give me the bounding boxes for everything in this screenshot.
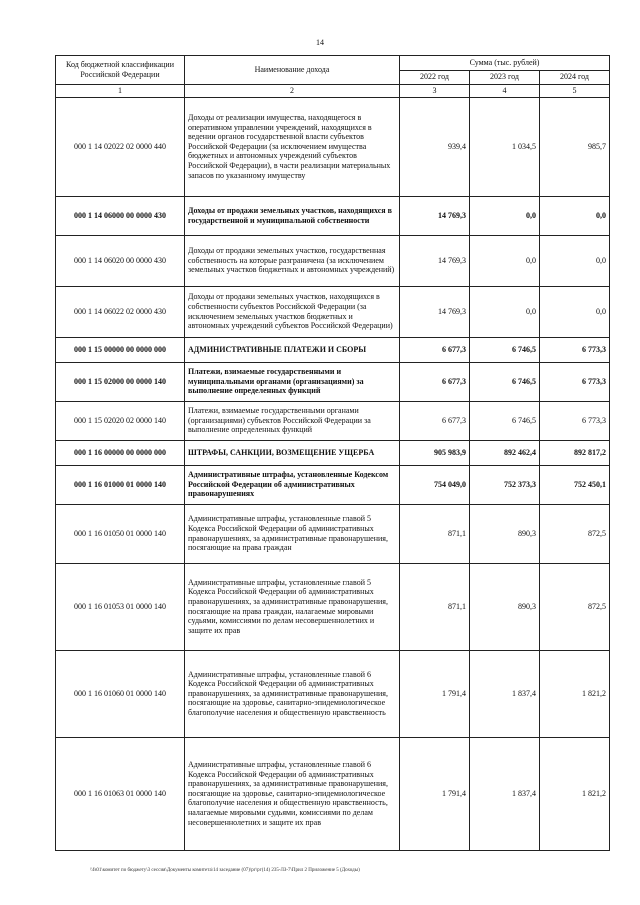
amount-2024-cell: 872,5 bbox=[540, 504, 610, 563]
budget-code-cell: 000 1 16 00000 00 0000 000 bbox=[56, 440, 185, 465]
budget-code-cell: 000 1 14 02022 02 0000 440 bbox=[56, 97, 185, 196]
header-name: Наименование дохода bbox=[185, 56, 400, 85]
amount-2024-cell: 1 821,2 bbox=[540, 650, 610, 737]
revenue-name-cell: Платежи, взимаемые государственными и муниципальными органами (организациями) за выполнение определенных функций bbox=[185, 362, 400, 401]
amount-2024-cell: 985,7 bbox=[540, 97, 610, 196]
amount-2023-cell: 6 746,5 bbox=[470, 401, 540, 440]
budget-table bbox=[55, 55, 610, 851]
amount-2023-cell: 6 746,5 bbox=[470, 362, 540, 401]
column-number: 2 bbox=[185, 85, 400, 98]
amount-2024-cell: 892 817,2 bbox=[540, 440, 610, 465]
budget-code-cell: 000 1 15 02020 02 0000 140 bbox=[56, 401, 185, 440]
amount-2022-cell: 939,4 bbox=[400, 97, 470, 196]
table-row bbox=[56, 650, 610, 737]
amount-2024-cell: 752 450,1 bbox=[540, 465, 610, 504]
amount-2024-cell: 6 773,3 bbox=[540, 362, 610, 401]
amount-2024-cell: 6 773,3 bbox=[540, 337, 610, 362]
budget-code-cell: 000 1 16 01000 01 0000 140 bbox=[56, 465, 185, 504]
column-number: 5 bbox=[540, 85, 610, 98]
column-number: 3 bbox=[400, 85, 470, 98]
budget-code-cell: 000 1 16 01053 01 0000 140 bbox=[56, 563, 185, 650]
amount-2023-cell: 1 837,4 bbox=[470, 737, 540, 850]
column-number: 1 bbox=[56, 85, 185, 98]
revenue-name-cell: ШТРАФЫ, САНКЦИИ, ВОЗМЕЩЕНИЕ УЩЕРБА bbox=[185, 440, 400, 465]
amount-2022-cell: 871,1 bbox=[400, 563, 470, 650]
header-year-2022: 2022 год bbox=[400, 70, 470, 85]
amount-2022-cell: 14 769,3 bbox=[400, 196, 470, 235]
budget-code-cell: 000 1 16 01063 01 0000 140 bbox=[56, 737, 185, 850]
amount-2024-cell: 0,0 bbox=[540, 196, 610, 235]
table-row bbox=[56, 97, 610, 196]
amount-2022-cell: 6 677,3 bbox=[400, 337, 470, 362]
amount-2023-cell: 890,3 bbox=[470, 504, 540, 563]
amount-2024-cell: 0,0 bbox=[540, 235, 610, 286]
budget-table-body bbox=[56, 97, 610, 850]
footer-file-path: \\fs01\комитет по бюджету\3 сессия\Документы комитета\14 заседание (07)\рг\рг(14) 235-ЛЗ-7\Прил 2 Приложение 5 (Доходы) bbox=[90, 868, 360, 873]
amount-2022-cell: 871,1 bbox=[400, 504, 470, 563]
amount-2023-cell: 892 462,4 bbox=[470, 440, 540, 465]
revenue-name-cell: Доходы от продажи земельных участков, находящихся в собственности субъектов Российской Федерации (за исключением земельных участков бюджетных и автономных учреждений субъектов Российской Федерации) bbox=[185, 286, 400, 337]
amount-2022-cell: 905 983,9 bbox=[400, 440, 470, 465]
table-row bbox=[56, 337, 610, 362]
revenue-name-cell: Платежи, взимаемые государственными органами (организациями) субъектов Российской Федерации за выполнение определенных функций bbox=[185, 401, 400, 440]
amount-2024-cell: 872,5 bbox=[540, 563, 610, 650]
amount-2024-cell: 1 821,2 bbox=[540, 737, 610, 850]
amount-2023-cell: 1 837,4 bbox=[470, 650, 540, 737]
revenue-name-cell: Административные штрафы, установленные главой 6 Кодекса Российской Федерации об административных правонарушениях, за административные правонарушения, посягающие на здоровье, санитарно-эпидемиологическое благополучие населения и общественную нравственность bbox=[185, 650, 400, 737]
amount-2023-cell: 0,0 bbox=[470, 286, 540, 337]
budget-code-cell: 000 1 16 01050 01 0000 140 bbox=[56, 504, 185, 563]
revenue-name-cell: Административные штрафы, установленные главой 5 Кодекса Российской Федерации об административных правонарушениях, за административные правонарушения, посягающие на права граждан bbox=[185, 504, 400, 563]
amount-2023-cell: 0,0 bbox=[470, 196, 540, 235]
header-year-2024: 2024 год bbox=[540, 70, 610, 85]
revenue-name-cell: АДМИНИСТРАТИВНЫЕ ПЛАТЕЖИ И СБОРЫ bbox=[185, 337, 400, 362]
amount-2022-cell: 754 049,0 bbox=[400, 465, 470, 504]
budget-code-cell: 000 1 14 06022 02 0000 430 bbox=[56, 286, 185, 337]
amount-2023-cell: 6 746,5 bbox=[470, 337, 540, 362]
budget-code-cell: 000 1 14 06020 00 0000 430 bbox=[56, 235, 185, 286]
revenue-name-cell: Административные штрафы, установленные главой 5 Кодекса Российской Федерации об административных правонарушениях, за административные правонарушения, посягающие на права граждан, налагаемые мировыми судьями, комиссиями по делам несовершеннолетних и защите их прав bbox=[185, 563, 400, 650]
header-year-2023: 2023 год bbox=[470, 70, 540, 85]
budget-code-cell: 000 1 15 02000 00 0000 140 bbox=[56, 362, 185, 401]
amount-2023-cell: 752 373,3 bbox=[470, 465, 540, 504]
table-header-row bbox=[56, 56, 610, 71]
amount-2022-cell: 1 791,4 bbox=[400, 737, 470, 850]
budget-code-cell: 000 1 16 01060 01 0000 140 bbox=[56, 650, 185, 737]
amount-2023-cell: 1 034,5 bbox=[470, 97, 540, 196]
column-number-row bbox=[56, 85, 610, 98]
amount-2024-cell: 6 773,3 bbox=[540, 401, 610, 440]
amount-2022-cell: 1 791,4 bbox=[400, 650, 470, 737]
table-row bbox=[56, 235, 610, 286]
amount-2023-cell: 0,0 bbox=[470, 235, 540, 286]
table-row bbox=[56, 401, 610, 440]
amount-2022-cell: 14 769,3 bbox=[400, 286, 470, 337]
amount-2023-cell: 890,3 bbox=[470, 563, 540, 650]
revenue-name-cell: Доходы от реализации имущества, находящегося в оперативном управлении учреждений, находящихся в ведении органов государственной власти субъектов Российской Федерации (за исключением имущества бюджетных и автономных учреждений субъектов Российской Федерации), в части реализации материальных запасов по указанному имуществу bbox=[185, 97, 400, 196]
table-row bbox=[56, 196, 610, 235]
amount-2022-cell: 6 677,3 bbox=[400, 362, 470, 401]
amount-2022-cell: 6 677,3 bbox=[400, 401, 470, 440]
table-row bbox=[56, 440, 610, 465]
table-row bbox=[56, 737, 610, 850]
table-row bbox=[56, 563, 610, 650]
table-row bbox=[56, 504, 610, 563]
table-row bbox=[56, 362, 610, 401]
table-row bbox=[56, 286, 610, 337]
amount-2024-cell: 0,0 bbox=[540, 286, 610, 337]
revenue-name-cell: Доходы от продажи земельных участков, находящихся в государственной и муниципальной собственности bbox=[185, 196, 400, 235]
header-code: Код бюджетной классификации Российской Федерации bbox=[56, 56, 185, 85]
budget-code-cell: 000 1 14 06000 00 0000 430 bbox=[56, 196, 185, 235]
column-number: 4 bbox=[470, 85, 540, 98]
revenue-name-cell: Административные штрафы, установленные Кодексом Российской Федерации об административных правонарушениях bbox=[185, 465, 400, 504]
revenue-name-cell: Доходы от продажи земельных участков, государственная собственность на которые разграничена (за исключением земельных участков бюджетных и автономных учреждений) bbox=[185, 235, 400, 286]
header-sum: Сумма (тыс. рублей) bbox=[400, 56, 610, 71]
table-row bbox=[56, 465, 610, 504]
revenue-name-cell: Административные штрафы, установленные главой 6 Кодекса Российской Федерации об административных правонарушениях, за административные правонарушения, посягающие на здоровье, санитарно-эпидемиологическое благополучие населения и общественную нравственность, налагаемые мировыми судьями, комиссиями по делам несовершеннолетних и защите их прав bbox=[185, 737, 400, 850]
budget-code-cell: 000 1 15 00000 00 0000 000 bbox=[56, 337, 185, 362]
page-number: 14 bbox=[316, 38, 324, 47]
amount-2022-cell: 14 769,3 bbox=[400, 235, 470, 286]
